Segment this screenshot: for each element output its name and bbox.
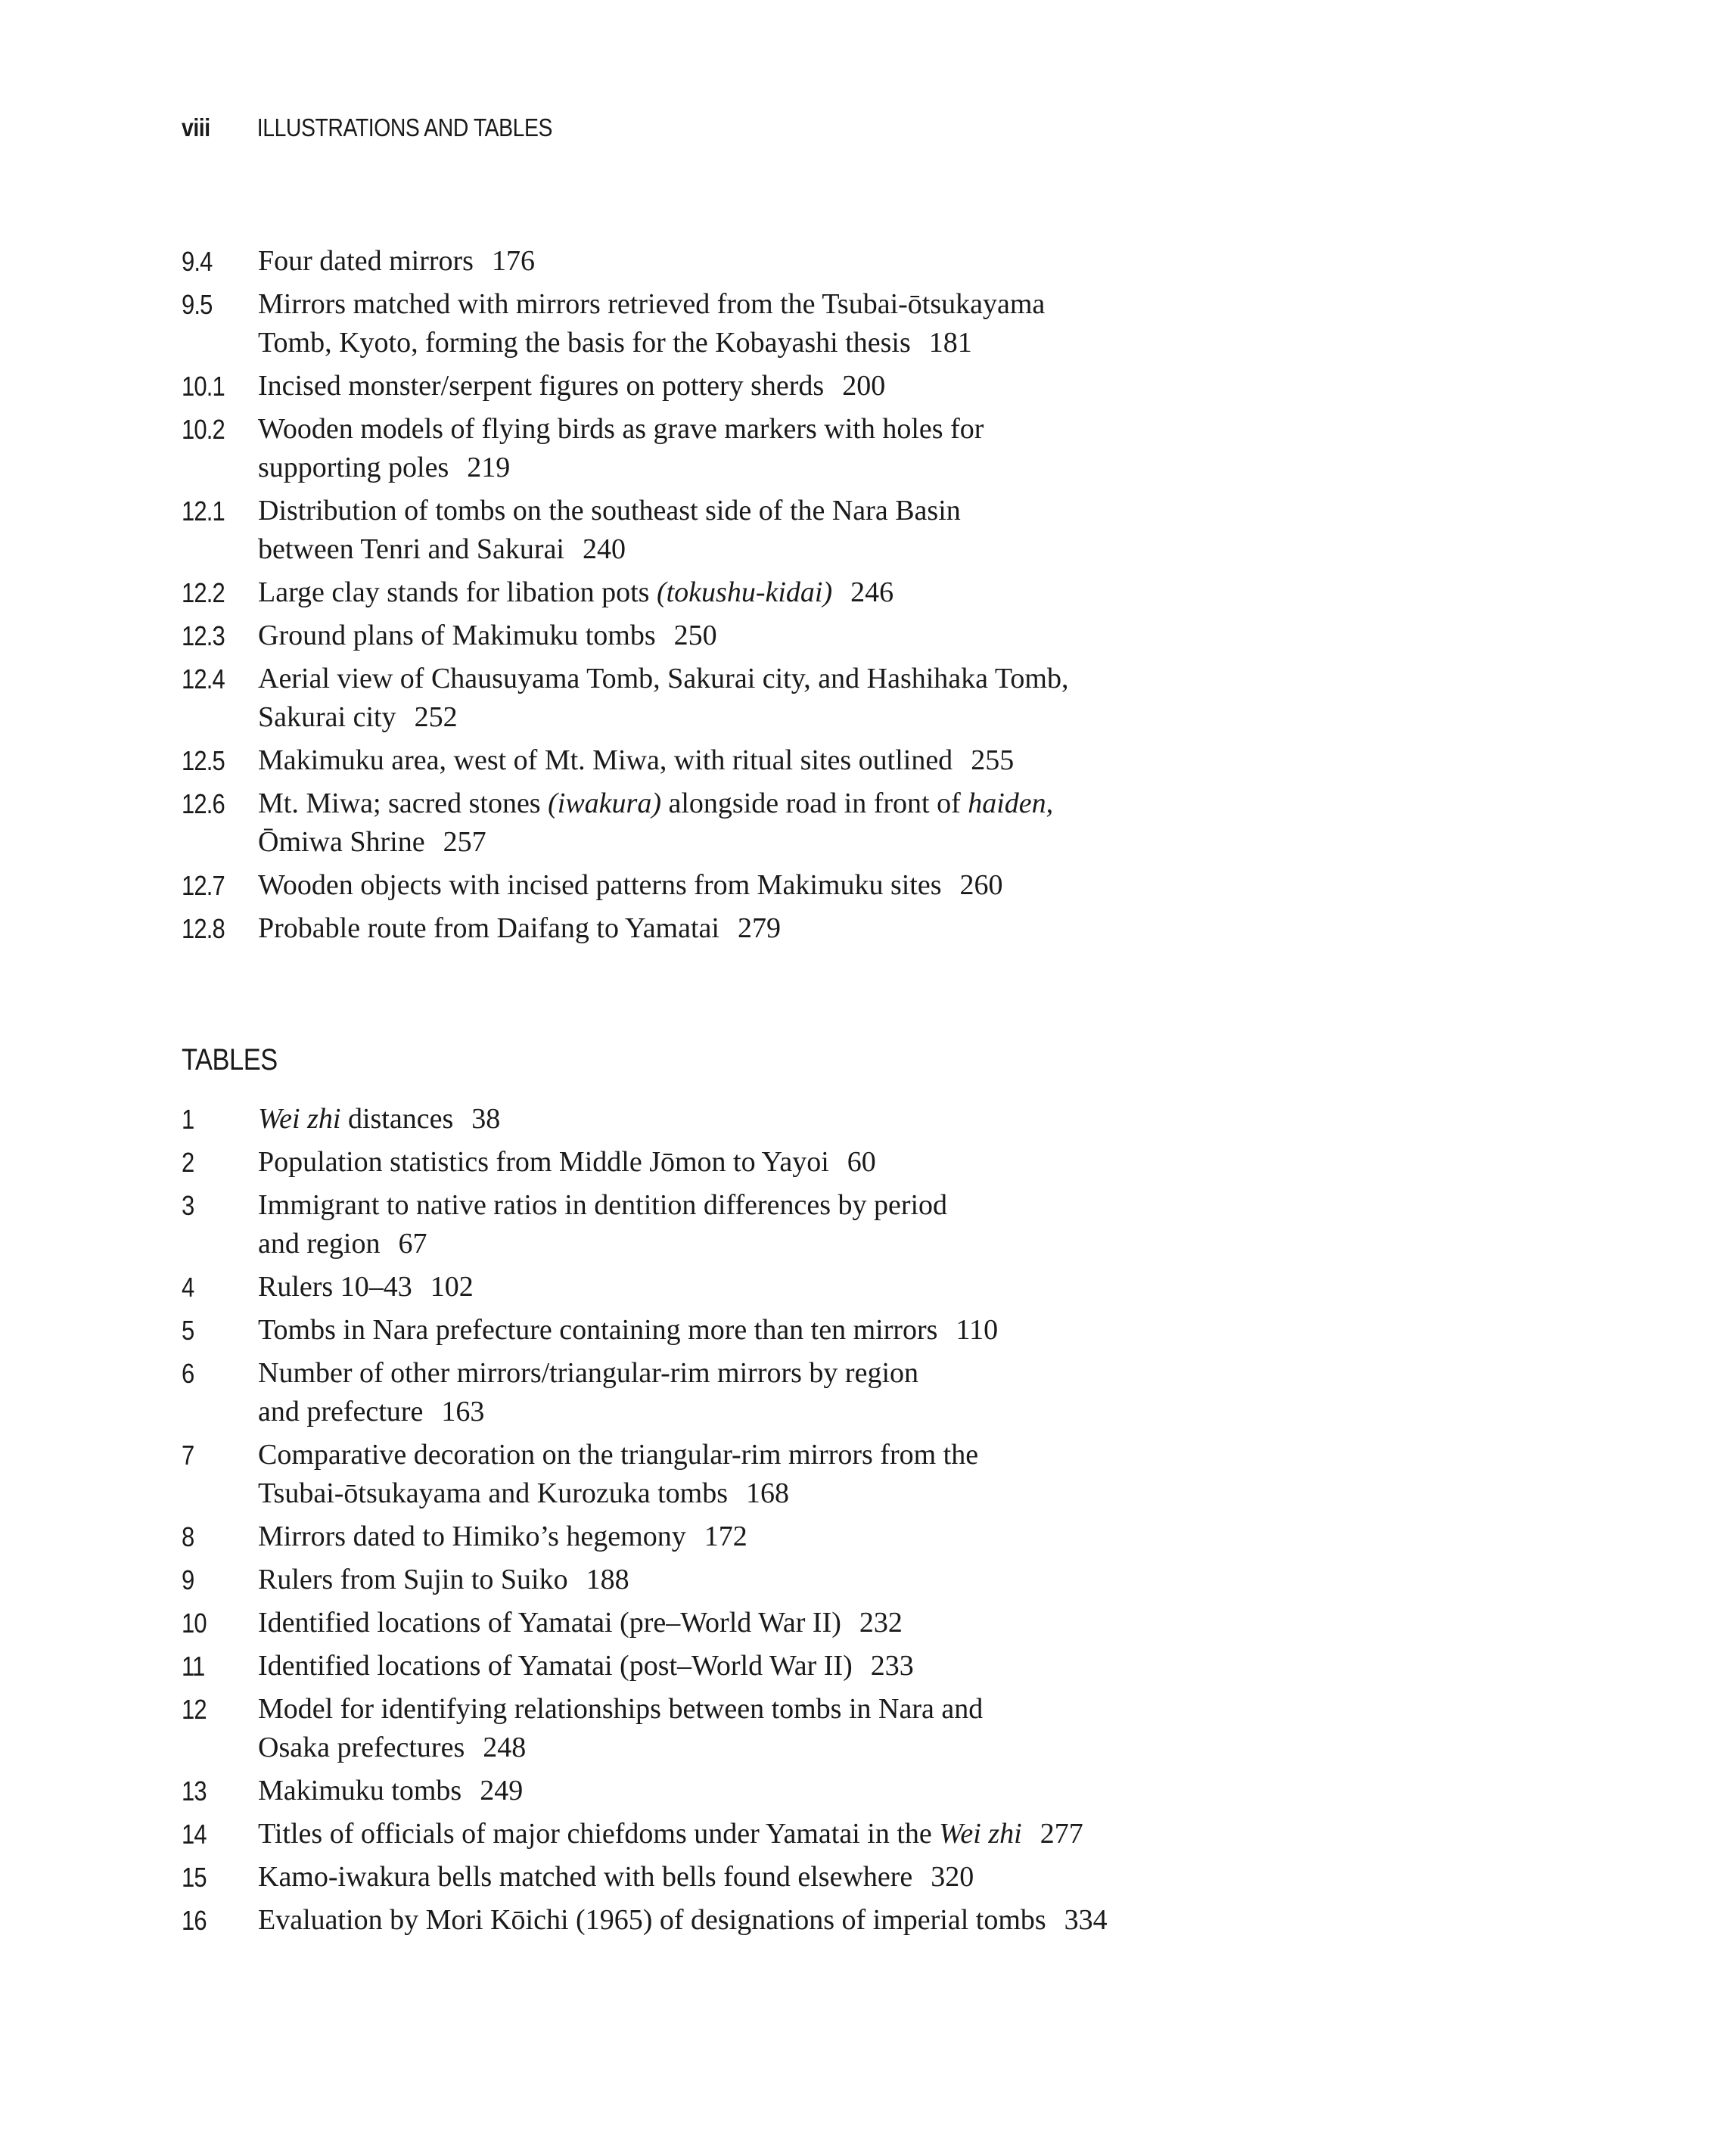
caption-text: Distribution of tombs on the southeast side of the Nara Basin [258, 495, 961, 527]
caption-text: Mirrors dated to Himiko’s hegemony [258, 1521, 686, 1552]
caption-text: Rulers 10–43 [258, 1271, 412, 1303]
entry-number: 12.2 [182, 577, 225, 608]
entry-caption [258, 1436, 978, 1513]
tables-heading: TABLES [182, 1043, 278, 1076]
entry-number: 11 [182, 1651, 205, 1682]
entry-caption [258, 1354, 918, 1431]
list-item [182, 1354, 1543, 1431]
entry-caption [258, 1858, 974, 1897]
entry-number: 9.5 [182, 289, 213, 320]
list-item [182, 660, 1543, 737]
entry-caption [258, 573, 893, 612]
page-ref: 260 [959, 869, 1003, 901]
list-item [182, 1858, 1543, 1897]
entry-caption [258, 1901, 1108, 1940]
entry-number: 10.2 [182, 414, 225, 445]
list-item [182, 285, 1543, 362]
entry-number: 1 [182, 1104, 194, 1135]
entry-caption [258, 1518, 747, 1556]
caption-italic-term: Wei zhi [939, 1818, 1022, 1850]
page [182, 113, 1543, 1944]
caption-text: Aerial view of Chausuyama Tomb, Sakurai city, and Hashihaka Tomb, [258, 663, 1069, 694]
list-item [182, 1311, 1543, 1350]
entry-caption [258, 784, 1053, 862]
caption-text: Probable route from Daifang to Yamatai [258, 912, 719, 944]
entry-caption [258, 1100, 500, 1139]
caption-text: distances [340, 1103, 454, 1135]
list-item [182, 1815, 1543, 1853]
entry-caption [258, 410, 984, 487]
page-ref: 248 [483, 1732, 527, 1763]
caption-text: Makimuku area, west of Mt. Miwa, with ritual sites outlined [258, 744, 953, 776]
entry-number: 8 [182, 1521, 194, 1552]
entry-number: 10.1 [182, 371, 225, 402]
entry-number: 10 [182, 1608, 207, 1639]
list-item [182, 1518, 1543, 1556]
list-item [182, 367, 1543, 405]
caption-text: Makimuku tombs [258, 1775, 462, 1807]
caption-text: Kamo-iwakura bells matched with bells found elsewhere [258, 1861, 913, 1893]
running-head [182, 113, 1353, 142]
list-item [182, 909, 1543, 948]
page-ref: 181 [928, 327, 972, 359]
caption-text: and prefecture [258, 1396, 424, 1427]
entry-caption [258, 1143, 876, 1182]
entry-caption [258, 492, 961, 569]
caption-text: Tombs in Nara prefecture containing more than ten mirrors [258, 1314, 938, 1346]
caption-text: Identified locations of Yamatai (post–World War II) [258, 1650, 853, 1682]
entry-number: 15 [182, 1862, 207, 1893]
list-item [182, 1604, 1543, 1642]
entry-number: 5 [182, 1315, 194, 1346]
page-ref: 60 [847, 1146, 876, 1178]
caption-text: Ground plans of Makimuku tombs [258, 620, 656, 651]
page-ref: 233 [870, 1650, 914, 1682]
page-ref: 257 [443, 826, 486, 858]
page-ref: 110 [956, 1314, 999, 1346]
list-item [182, 242, 1543, 281]
caption-text: Comparative decoration on the triangular-rim mirrors from the [258, 1439, 979, 1471]
page-ref: 320 [931, 1861, 974, 1893]
entry-caption [258, 1311, 998, 1350]
list-item [182, 410, 1543, 487]
caption-text: Wooden objects with incised patterns from Makimuku sites [258, 869, 942, 901]
caption-text: and region [258, 1228, 381, 1260]
entry-caption [258, 1604, 903, 1642]
entry-caption [258, 1186, 947, 1263]
caption-text: Sakurai city [258, 701, 396, 733]
entry-number: 13 [182, 1775, 207, 1807]
entry-caption [258, 1690, 983, 1767]
page-ref: 219 [467, 452, 511, 483]
list-item [182, 1436, 1543, 1513]
caption-text: Rulers from Sujin to Suiko [258, 1564, 568, 1595]
entry-number: 12.4 [182, 663, 225, 694]
list-item [182, 1268, 1543, 1306]
caption-text: alongside road in front of [660, 788, 968, 819]
running-head-title: ILLUSTRATIONS AND TABLES [256, 113, 553, 141]
list-item [182, 784, 1543, 862]
entry-number: 3 [182, 1190, 194, 1221]
list-item [182, 492, 1543, 569]
page-ref: 102 [430, 1271, 474, 1303]
caption-text: Incised monster/serpent figures on pottery sherds [258, 370, 825, 402]
entry-caption [258, 660, 1068, 737]
caption-text: supporting poles [258, 452, 449, 483]
entry-caption [258, 285, 1045, 362]
entry-number: 2 [182, 1147, 194, 1178]
caption-text: Tomb, Kyoto, forming the basis for the Kobayashi thesis [258, 327, 911, 359]
entry-number: 12.6 [182, 788, 225, 819]
caption-text: Titles of officials of major chiefdoms under Yamatai in the [258, 1818, 940, 1850]
page-ref: 176 [491, 245, 535, 277]
list-item [182, 741, 1543, 780]
list-item [182, 866, 1543, 905]
entry-caption [258, 741, 1014, 780]
entry-number: 12.3 [182, 620, 225, 651]
page-ref: 279 [737, 912, 781, 944]
entry-number: 12 [182, 1694, 207, 1725]
page-ref: 246 [850, 576, 894, 608]
page-ref: 67 [398, 1228, 427, 1260]
list-item [182, 617, 1543, 655]
entry-caption [258, 866, 1003, 905]
page-ref: 334 [1064, 1904, 1108, 1936]
page-ref: 232 [859, 1607, 903, 1639]
page-folio: viii [182, 113, 210, 141]
entry-number: 9.4 [182, 246, 213, 277]
entry-number: 6 [182, 1358, 194, 1389]
caption-italic-term: Wei zhi [258, 1103, 341, 1135]
page-ref: 249 [480, 1775, 524, 1807]
entry-caption [258, 1647, 914, 1685]
list-item [182, 1561, 1543, 1599]
list-item [182, 1772, 1543, 1810]
entry-caption [258, 367, 885, 405]
entry-caption [258, 1561, 629, 1599]
page-ref: 277 [1040, 1818, 1083, 1850]
page-ref: 240 [583, 533, 626, 565]
caption-text: Evaluation by Mori Kōichi (1965) of designations of imperial tombs [258, 1904, 1046, 1936]
entry-number: 12.8 [182, 913, 225, 944]
entry-number: 4 [182, 1272, 194, 1303]
entry-number: 7 [182, 1440, 194, 1471]
page-ref: 250 [673, 620, 717, 651]
caption-text: Number of other mirrors/triangular-rim mirrors by region [258, 1357, 918, 1389]
page-ref: 200 [842, 370, 886, 402]
page-ref: 252 [414, 701, 458, 733]
page-ref: 172 [704, 1521, 747, 1552]
caption-text: Population statistics from Middle Jōmon to Yayoi [258, 1146, 829, 1178]
caption-text: Ōmiwa Shrine [258, 826, 425, 858]
page-ref: 163 [441, 1396, 485, 1427]
caption-text: between Tenri and Sakurai [258, 533, 564, 565]
entry-number: 12.7 [182, 870, 225, 901]
list-item [182, 573, 1543, 612]
list-item [182, 1100, 1543, 1139]
figure-list [182, 242, 1543, 948]
caption-italic-term: (tokushu-kidai) [656, 576, 833, 608]
caption-text: Mt. Miwa; sacred stones [258, 788, 549, 819]
entry-number: 12.1 [182, 496, 225, 527]
caption-text: Model for identifying relationships between tombs in Nara and [258, 1693, 984, 1725]
entry-number: 16 [182, 1905, 207, 1936]
caption-text: Identified locations of Yamatai (pre–World War II) [258, 1607, 841, 1639]
page-ref: 168 [746, 1477, 790, 1509]
caption-text: Immigrant to native ratios in dentition differences by period [258, 1189, 948, 1221]
entry-caption [258, 1815, 1083, 1853]
page-ref: 38 [471, 1103, 501, 1135]
list-item [182, 1143, 1543, 1182]
caption-italic-term: (iwakura) [548, 788, 661, 819]
page-ref: 188 [586, 1564, 629, 1595]
table-list [182, 1100, 1543, 1940]
entry-number: 12.5 [182, 745, 225, 776]
entry-caption [258, 242, 535, 281]
entry-caption [258, 1268, 474, 1306]
list-item [182, 1186, 1543, 1263]
caption-text: Mirrors matched with mirrors retrieved from the Tsubai-ōtsukayama [258, 288, 1046, 320]
caption-text: Wooden models of flying birds as grave markers with holes for [258, 413, 984, 445]
list-item [182, 1901, 1543, 1940]
entry-caption [258, 1772, 523, 1810]
caption-italic-term: haiden, [968, 788, 1054, 819]
list-item [182, 1647, 1543, 1685]
entry-number: 9 [182, 1564, 194, 1595]
caption-text: Four dated mirrors [258, 245, 474, 277]
list-item [182, 1690, 1543, 1767]
caption-text: Tsubai-ōtsukayama and Kurozuka tombs [258, 1477, 729, 1509]
entry-number: 14 [182, 1819, 207, 1850]
caption-text: Osaka prefectures [258, 1732, 465, 1763]
page-ref: 255 [971, 744, 1015, 776]
entry-caption [258, 617, 717, 655]
caption-text: Large clay stands for libation pots [258, 576, 650, 608]
entry-caption [258, 909, 781, 948]
